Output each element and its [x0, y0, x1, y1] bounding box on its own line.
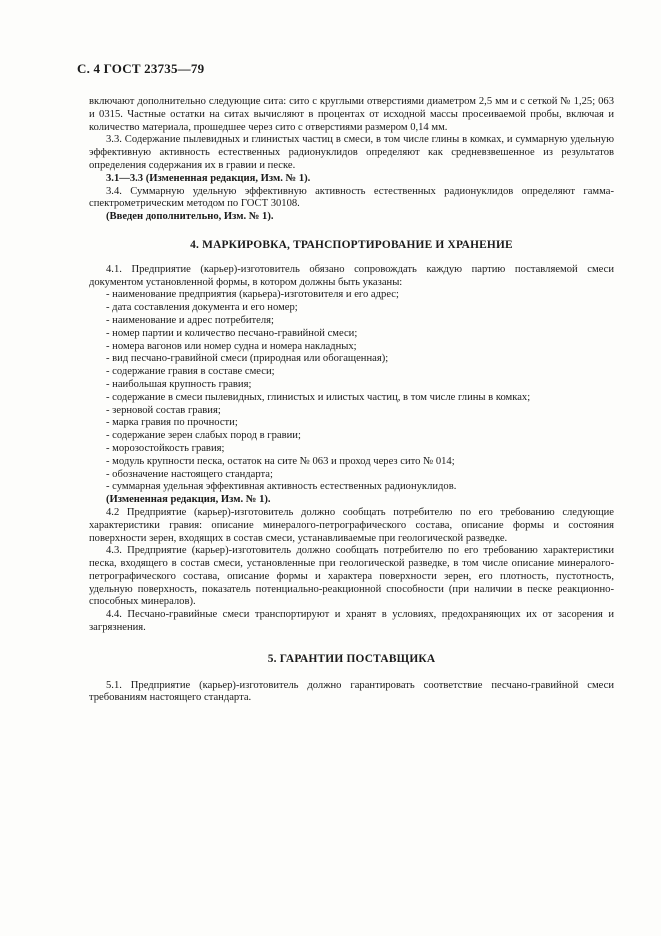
paragraph-3-3: 3.3. Содержание пылевидных и глинистых частиц в смеси, в том числе глины в комках, и суммарную удельную эффективную активность естественных радионуклидов определяют как средневзвешенное из результатов определения содержания их в гравии и песке.	[89, 134, 614, 171]
list-item: - наибольшая крупность гравия;	[106, 378, 252, 390]
section-5-heading: 5. ГАРАНТИИ ПОСТАВЩИКА	[267, 652, 436, 665]
amendment-note-4-1: (Измененная редакция, Изм. № 1).	[106, 494, 271, 506]
list-item: - номера вагонов или номер судна и номера накладных;	[106, 340, 357, 352]
list-item: - суммарная удельная эффективная активность естественных радионуклидов.	[106, 481, 457, 493]
list-item: - обозначение настоящего стандарта;	[106, 468, 273, 480]
paragraph-3-4: 3.4. Суммарную удельную эффективную активность естественных радионуклидов определяют гамма-спектрометрическим методом по ГОСТ 30108.	[89, 185, 614, 210]
list-item: - марка гравия по прочности;	[106, 417, 238, 429]
paragraph-4-4: 4.4. Песчано-гравийные смеси транспортируют и хранят в условиях, предохраняющих их от засорения и загрязнения.	[89, 609, 614, 634]
list-item: - наименование предприятия (карьера)-изготовителя и его адрес;	[106, 289, 399, 301]
paragraph-4-3: 4.3. Предприятие (карьер)-изготовитель должно сообщать потребителю по его требованию характеристики песка, входящего в состав смеси, установленные при геологической разведке, в том числе описание минералого-петрографического состава, описание формы и характера поверхности зерен, его плотность, пустотность, удельную поверхность, показатель потенциально-реакционной способности (при наличии в песке реакционно-способных минералов).	[89, 545, 614, 608]
amendment-note-3-4: (Введен дополнительно, Изм. № 1).	[106, 211, 274, 223]
paragraph-4-2: 4.2 Предприятие (карьер)-изготовитель должно сообщать потребителю по его требованию следующие характеристики гравия: описание минералого-петрографического состава, описание формы и состояния поверхности зерен, входящих в состав смеси, устанавливаемые при геологической разведке.	[89, 506, 614, 544]
list-item: - содержание в смеси пылевидных, глинистых и илистых частиц, в том числе глины в комках;	[106, 391, 531, 403]
list-item: - содержание гравия в составе смеси;	[106, 366, 275, 378]
paragraph-4-1: 4.1. Предприятие (карьер)-изготовитель обязано сопровождать каждую партию поставляемой смеси документом установленной формы, в котором должны быть указаны:	[89, 263, 614, 288]
amendment-note-3-1-3-3: 3.1—3.3 (Измененная редакция, Изм. № 1).	[106, 172, 311, 184]
list-item: - содержание зерен слабых пород в гравии;	[106, 430, 301, 442]
page-content	[89, 96, 614, 705]
list-item: - вид песчано-гравийной смеси (природная или обогащенная);	[106, 353, 389, 365]
section-4-heading: 4. МАРКИРОВКА, ТРАНСПОРТИРОВАНИЕ И ХРАНЕНИЕ	[190, 238, 513, 251]
page-header: С. 4 ГОСТ 23735—79	[77, 61, 205, 76]
list-item: - номер партии и количество песчано-гравийной смеси;	[106, 327, 358, 339]
list-item: - модуль крупности песка, остаток на сите № 063 и проход через сито № 014;	[106, 455, 455, 467]
required-info-list	[89, 289, 614, 494]
paragraph-continuation: включают дополнительно следующие сита: сито с круглыми отверстиями диаметром 2,5 мм и с сеткой № 1,25; 063 и 0315. Частные остатки на ситах вычисляют в процентах от исходной массы просеиваемой пробы, включая и количество материала, прошедшее через сито с отверстиями размером 0,14 мм.	[89, 96, 614, 133]
list-item: - морозостойкость гравия;	[106, 442, 225, 454]
list-item: - дата составления документа и его номер;	[106, 302, 298, 314]
list-item: - зерновой состав гравия;	[106, 404, 221, 416]
list-item: - наименование и адрес потребителя;	[106, 314, 274, 326]
paragraph-5-1: 5.1. Предприятие (карьер)-изготовитель должно гарантировать соответствие песчано-гравийной смеси требованиям настоящего стандарта.	[89, 679, 614, 704]
